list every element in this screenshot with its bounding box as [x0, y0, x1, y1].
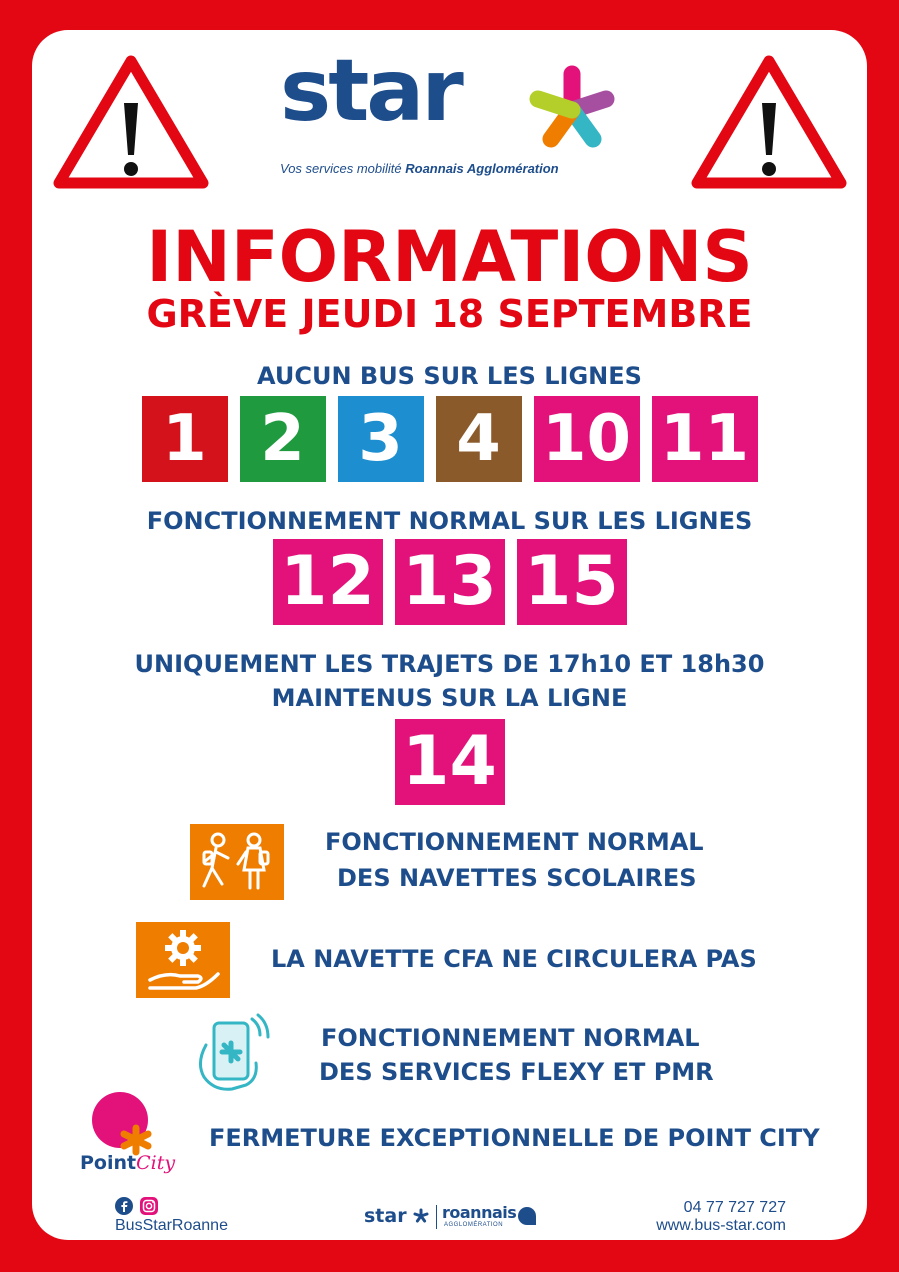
partial-service-label-1: UNIQUEMENT LES TRAJETS DE 17h10 ET 18h30 — [134, 650, 765, 678]
star-logo — [280, 41, 620, 182]
social-handle[interactable]: BusStarRoanne — [115, 1217, 228, 1234]
warning-triangle-icon-left — [53, 55, 209, 191]
line-badge-11: 11 — [652, 396, 758, 482]
star-asterisk-icon — [526, 64, 618, 156]
footer-star-logo: star — [364, 1205, 407, 1227]
line-badge-12: 12 — [273, 539, 383, 625]
notice-cfa-line1: LA NAVETTE CFA NE CIRCULERA PAS — [271, 945, 757, 973]
notice-school-line1: FONCTIONNEMENT NORMAL — [325, 828, 704, 856]
warning-triangle-icon-right — [691, 55, 847, 191]
line-badge-13: 13 — [395, 539, 505, 625]
notice-flexy-line2: DES SERVICES FLEXY ET PMR — [319, 1058, 714, 1086]
notice-flexy-line1: FONCTIONNEMENT NORMAL — [321, 1024, 700, 1052]
normal-service-lines — [0, 539, 899, 625]
footer-phone[interactable]: 04 77 727 727 — [683, 1199, 786, 1216]
footer-website[interactable]: www.bus-star.com — [656, 1217, 786, 1234]
notice-school-line2: DES NAVETTES SCOLAIRES — [337, 864, 697, 892]
tagline-prefix: Vos services mobilité — [280, 161, 402, 176]
phone-hand-icon — [192, 1013, 274, 1095]
footer-divider — [436, 1205, 437, 1229]
footer-star-asterisk-icon — [413, 1208, 429, 1224]
no-service-label: AUCUN BUS SUR LES LIGNES — [257, 362, 642, 390]
social-icons — [115, 1197, 158, 1215]
footer-partner-name: roannais — [442, 1203, 517, 1222]
notice-point-city-line1: FERMETURE EXCEPTIONNELLE DE POINT CITY — [209, 1124, 820, 1152]
no-service-lines — [0, 396, 899, 482]
footer-partner-mark — [518, 1207, 536, 1225]
line-badge-10: 10 — [534, 396, 640, 482]
brand-tagline — [280, 161, 625, 176]
school-children-icon — [190, 824, 284, 900]
tagline-bold: Roannais Agglomération — [405, 161, 559, 176]
brand-name: star — [280, 41, 461, 141]
line-badge-1: 1 — [142, 396, 228, 482]
page-subtitle: GRÈVE JEUDI 18 SEPTEMBRE — [146, 292, 753, 336]
point-city-word1: Point — [80, 1152, 137, 1174]
page-title: INFORMATIONS — [146, 216, 753, 298]
line-badge-3: 3 — [338, 396, 424, 482]
footer-brands — [364, 1203, 544, 1233]
point-city-word2: City — [136, 1152, 176, 1174]
point-city-logo — [78, 1090, 182, 1182]
line-badge-14: 14 — [395, 719, 505, 805]
line-badge-15: 15 — [517, 539, 627, 625]
facebook-icon[interactable] — [115, 1197, 133, 1215]
footer-partner-sub: AGGLOMÉRATION — [444, 1222, 504, 1228]
line-badge-2: 2 — [240, 396, 326, 482]
partial-service-label-2: MAINTENUS SUR LA LIGNE — [271, 684, 628, 712]
gear-hand-icon — [136, 922, 230, 998]
instagram-icon[interactable] — [140, 1197, 158, 1215]
partial-service-line — [0, 719, 899, 805]
line-badge-4: 4 — [436, 396, 522, 482]
normal-service-label: FONCTIONNEMENT NORMAL SUR LES LIGNES — [146, 507, 753, 535]
